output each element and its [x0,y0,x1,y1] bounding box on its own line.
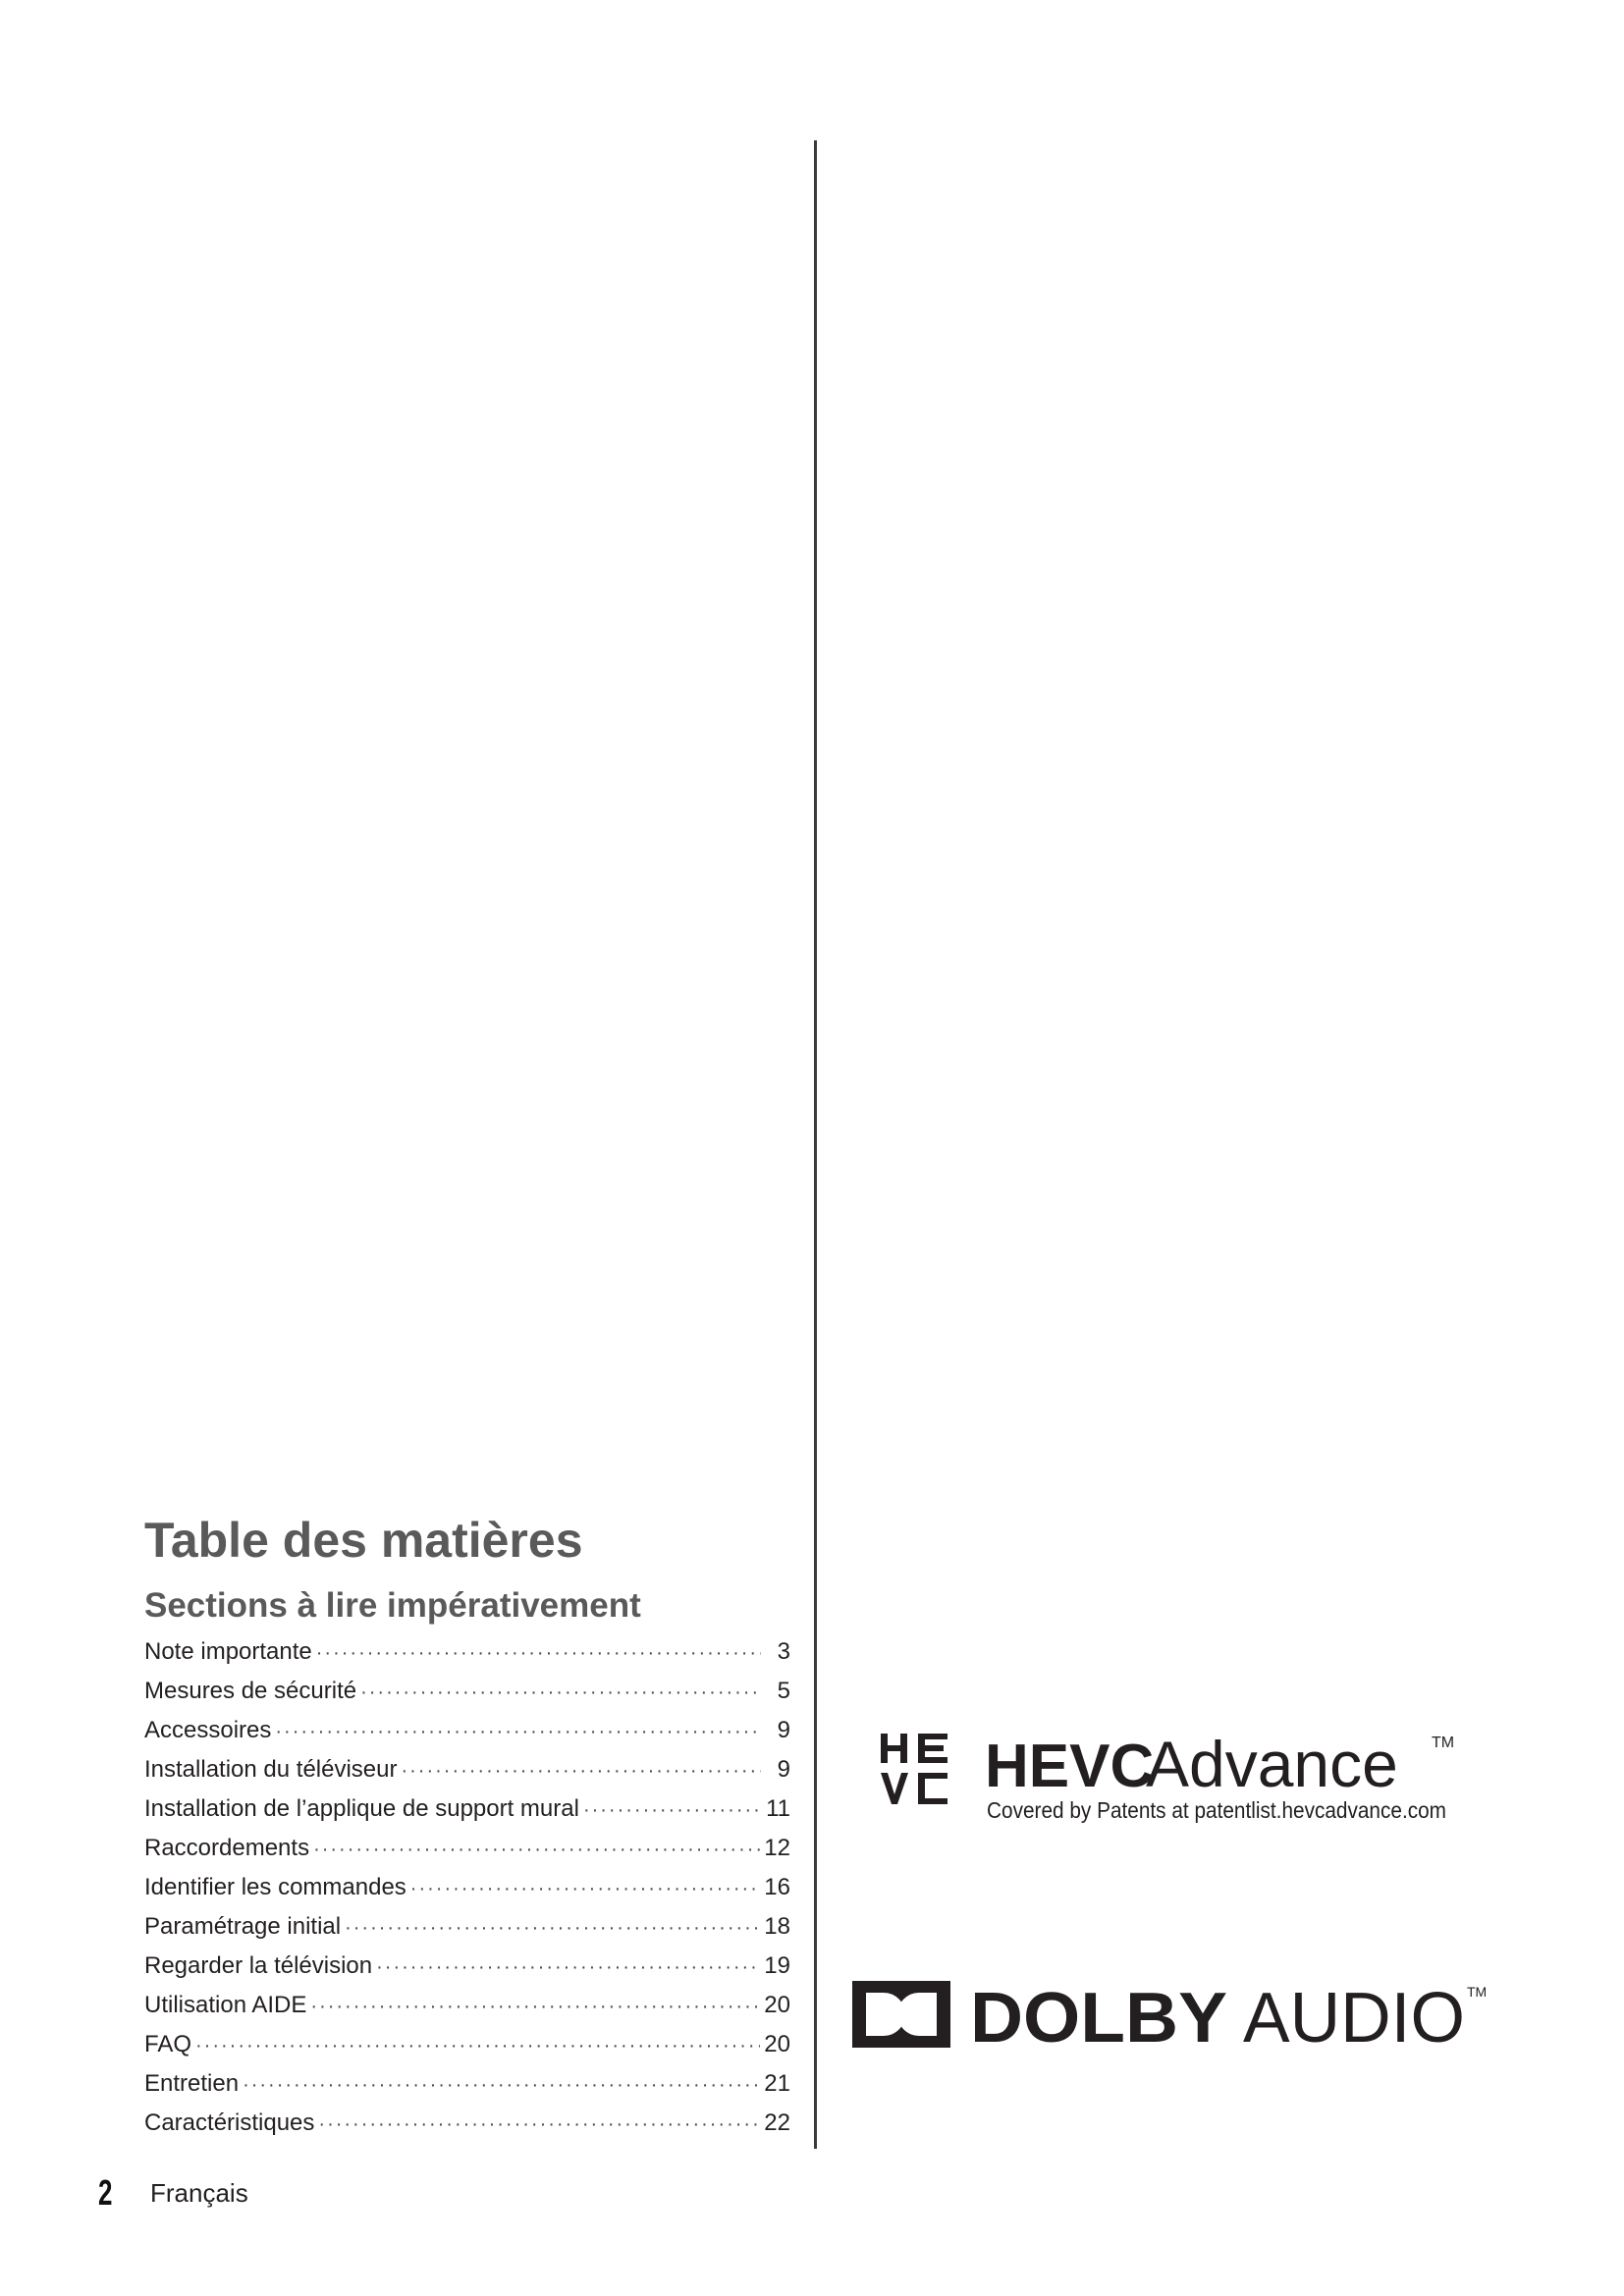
toc-leader-dots [275,1712,761,1751]
toc-entry[interactable] [144,1868,790,1907]
toc-entry-page: 9 [777,1717,790,1743]
toc-leader-dots [376,1948,760,1987]
toc-entry-page: 11 [766,1795,790,1822]
dolby-audio-logo [850,1971,1498,2056]
toc-entry-label: Note importante [144,1638,312,1665]
toc-entry-label: Installation du téléviseur [144,1756,398,1783]
toc-list [144,1632,790,2143]
dolby-trademark: TM [1467,1984,1488,2000]
toc-entry-label: FAQ [144,2031,192,2057]
toc-leader-dots [243,2065,760,2105]
toc-entry-label: Identifier les commandes [144,1874,406,1900]
toc-entry-label: Utilisation AIDE [144,1992,307,2018]
toc-entry-page: 20 [764,1992,790,2018]
page-number: 2 [98,2172,113,2213]
hevc-trademark: TM [1432,1735,1455,1751]
page-language: Français [150,2177,248,2208]
hevc-brand-light: Advance [1146,1728,1398,1800]
toc-entry[interactable] [144,1907,790,1947]
toc-entry-label: Paramétrage initial [144,1913,342,1940]
toc-entry-page: 16 [764,1874,790,1900]
toc-entry-label: Mesures de sécurité [144,1678,357,1704]
toc-entry-page: 19 [764,1952,790,1979]
toc-entry-page: 18 [764,1913,790,1940]
toc-entry[interactable] [144,2025,790,2064]
toc-entry[interactable] [144,1632,790,1672]
toc-leader-dots [345,1908,760,1948]
toc-leader-dots [310,1987,760,2026]
toc-leader-dots [410,1869,761,1908]
toc-leader-dots [313,1830,760,1869]
hevc-mark-icon [881,1734,947,1804]
dolby-brand-bold: DOLBY [970,1979,1227,2056]
toc-entry[interactable] [144,2064,790,2104]
toc-entry-label: Entretien [144,2070,240,2097]
toc-title: Table des matières [144,1513,583,1568]
page-footer [98,2171,248,2215]
toc-entry[interactable] [144,1789,790,1829]
toc-leader-dots [401,1751,761,1790]
column-divider [814,140,817,2149]
toc-entry-page: 3 [777,1638,790,1665]
toc-leader-dots [195,2026,760,2065]
toc-leader-dots [360,1673,761,1712]
toc-entry[interactable] [144,1829,790,1868]
toc-entry-page: 5 [777,1678,790,1704]
dolby-double-d-icon [852,1981,950,2048]
table-of-contents [144,1505,790,2143]
toc-entry-page: 22 [764,2109,790,2136]
toc-entry[interactable] [144,1711,790,1750]
toc-subtitle: Sections à lire impérativement [144,1586,641,1625]
toc-entry[interactable] [144,1947,790,1986]
hevc-tagline: Covered by Patents at patentlist.hevcadvance.com [987,1797,1446,1823]
toc-leader-dots [583,1790,761,1830]
toc-leader-dots [316,1633,761,1673]
toc-entry-label: Installation de l’applique de support mural [144,1795,579,1822]
toc-entry[interactable] [144,1986,790,2025]
toc-entry-label: Accessoires [144,1717,272,1743]
toc-entry-label: Caractéristiques [144,2109,315,2136]
toc-entry-page: 12 [764,1835,790,1861]
toc-entry[interactable] [144,2104,790,2143]
toc-leader-dots [318,2105,760,2144]
toc-entry[interactable] [144,1672,790,1711]
toc-entry-page: 21 [764,2070,790,2097]
toc-entry-page: 9 [777,1756,790,1783]
hevc-advance-logo [879,1718,1468,1826]
toc-entry[interactable] [144,1750,790,1789]
hevc-brand-bold: HEVC [985,1733,1155,1800]
toc-entry-page: 20 [764,2031,790,2057]
dolby-brand-light: AUDIO [1243,1979,1465,2056]
toc-entry-label: Regarder la télévision [144,1952,373,1979]
toc-entry-label: Raccordements [144,1835,310,1861]
